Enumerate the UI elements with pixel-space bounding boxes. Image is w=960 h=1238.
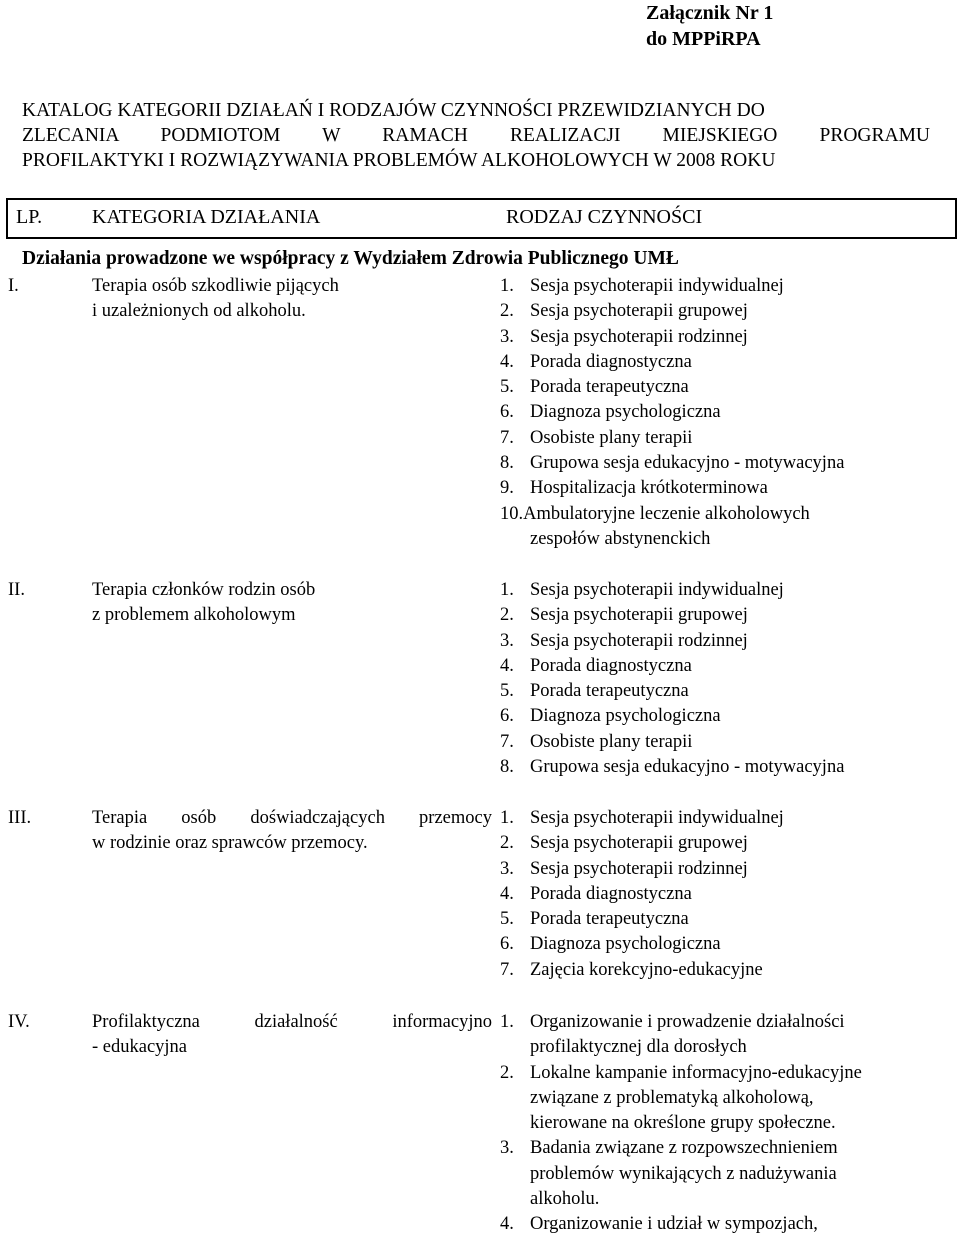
activity-number: 7. — [500, 959, 514, 980]
activity-number: 1. — [500, 276, 514, 296]
activity-text: Grupowa sesja edukacyjno - motywacyjna — [530, 453, 845, 474]
activity-number: 2. — [500, 833, 514, 854]
activity-number: 1. — [500, 580, 514, 600]
category-text-line: - edukacyjna — [92, 1037, 188, 1058]
category-cell — [92, 1010, 492, 1061]
activity-number: 1. — [500, 808, 514, 828]
activities-list — [500, 1010, 950, 1238]
activity-text: Sesja psychoterapii rodzinnej — [530, 858, 748, 879]
activity-item — [500, 907, 950, 932]
activity-text: Sesja psychoterapii indywidualnej — [530, 276, 784, 296]
activity-text: Sesja psychoterapii indywidualnej — [530, 580, 784, 600]
activity-number: 3. — [500, 326, 514, 347]
activity-text: Lokalne kampanie informacyjno-edukacyjne — [530, 1062, 862, 1083]
activity-item — [500, 603, 950, 628]
activity-text: Organizowanie i udział w sympozjach, — [530, 1214, 818, 1235]
activity-item: kierowane na określone grupy społeczne. — [530, 1113, 836, 1134]
activity-number: 4. — [500, 1214, 514, 1235]
activity-text: Osobiste plany terapii — [530, 731, 693, 752]
activity-text: Sesja psychoterapii rodzinnej — [530, 326, 748, 347]
activity-text: Badania związane z rozpowszechnieniem — [530, 1138, 838, 1159]
document-title — [22, 98, 930, 173]
activity-item — [500, 704, 950, 729]
activity-item — [500, 350, 950, 375]
annex-label — [646, 0, 773, 52]
activity-text: Diagnoza psychologiczna — [530, 706, 721, 727]
activity-item — [500, 1010, 950, 1035]
activity-item — [500, 882, 950, 907]
activity-number: 3. — [500, 858, 514, 879]
activity-item — [500, 958, 950, 983]
activity-item — [500, 451, 950, 476]
activity-text: Porada terapeutyczna — [530, 681, 689, 702]
activity-item — [500, 1136, 950, 1161]
header-category: KATEGORIA DZIAŁANIA — [92, 206, 321, 228]
section-heading: Działania prowadzone we współpracy z Wydziałem Zdrowia Publicznego UMŁ — [22, 248, 679, 269]
activity-item — [500, 426, 950, 451]
activity-text: Diagnoza psychologiczna — [530, 934, 721, 955]
activity-item — [500, 299, 950, 324]
category-text-line: z problemem alkoholowym — [92, 605, 296, 626]
row-number: III. — [8, 808, 32, 828]
activity-text: Porada diagnostyczna — [530, 883, 692, 904]
activity-item: zespołów abstynenckich — [530, 528, 711, 549]
activity-item — [500, 578, 950, 603]
activity-number: 6. — [500, 402, 514, 423]
activity-item — [500, 857, 950, 882]
activity-text: Porada terapeutyczna — [530, 377, 689, 398]
activity-item — [500, 806, 950, 831]
activity-item — [500, 502, 950, 527]
activity-item — [500, 1061, 950, 1086]
annex-line-1: Załącznik Nr 1 — [646, 2, 774, 24]
activities-list — [500, 806, 950, 983]
category-text-line: w rodzinie oraz sprawców przemocy. — [92, 833, 368, 854]
activity-item — [500, 730, 950, 755]
activity-number: 8. — [500, 757, 514, 778]
activity-item — [500, 325, 950, 350]
activity-number: 5. — [500, 377, 514, 398]
activity-number: 7. — [500, 731, 514, 752]
activity-text: Zajęcia korekcyjno-edukacyjne — [530, 959, 763, 980]
activity-text: Sesja psychoterapii grupowej — [530, 605, 748, 626]
activity-text: Porada terapeutyczna — [530, 909, 689, 930]
title-line-3: PROFILAKTYKI I ROZWIĄZYWANIA PROBLEMÓW ALKOHOLOWYCH W 2008 ROKU — [22, 150, 776, 171]
activity-text: Hospitalizacja krótkoterminowa — [530, 478, 768, 499]
category-cell — [92, 578, 492, 629]
activity-text: Sesja psychoterapii grupowej — [530, 833, 748, 854]
activity-item: alkoholu. — [530, 1189, 600, 1210]
activity-number: 5. — [500, 681, 514, 702]
category-text-line: Terapia osób doświadczających przemocy — [92, 808, 492, 828]
category-text-line: Profilaktyczna działalność informacyjno — [92, 1012, 492, 1032]
activity-item — [500, 629, 950, 654]
activity-item — [500, 375, 950, 400]
activity-text: Porada diagnostyczna — [530, 655, 692, 676]
activity-text: Diagnoza psychologiczna — [530, 402, 721, 423]
title-line-1: KATALOG KATEGORII DZIAŁAŃ I RODZAJÓW CZYNNOŚCI PRZEWIDZIANYCH DO — [22, 100, 765, 121]
activity-number: 3. — [500, 1138, 514, 1159]
activity-item: profilaktycznej dla dorosłych — [530, 1037, 747, 1058]
activity-item: związane z problematyką alkoholową, — [530, 1087, 814, 1108]
activities-list — [500, 578, 950, 780]
activity-item — [500, 1212, 950, 1237]
activities-list — [500, 274, 950, 552]
activity-number: 2. — [500, 301, 514, 322]
activity-number: 9. — [500, 478, 514, 499]
activity-text: Ambulatoryjne leczenie alkoholowych — [523, 503, 810, 524]
activity-text: Sesja psychoterapii grupowej — [530, 301, 748, 322]
activity-item — [500, 755, 950, 780]
annex-line-2: do MPPiRPA — [646, 28, 761, 50]
activity-number: 4. — [500, 351, 514, 372]
activity-number: 2. — [500, 1062, 514, 1083]
activity-item — [500, 476, 950, 501]
header-activity: RODZAJ CZYNNOŚCI — [506, 206, 703, 228]
title-line-2: ZLECANIA PODMIOTOM W RAMACH REALIZACJI MIEJSKIEGO PROGRAMU — [22, 125, 930, 146]
activity-text: Grupowa sesja edukacyjno - motywacyjna — [530, 757, 845, 778]
activity-text: Sesja psychoterapii rodzinnej — [530, 630, 748, 651]
activity-number: 10. — [500, 503, 524, 524]
category-cell — [92, 274, 492, 325]
activity-item — [500, 400, 950, 425]
activity-text: Organizowanie i prowadzenie działalności — [530, 1012, 845, 1032]
category-text-line: Terapia członków rodzin osób — [92, 580, 316, 600]
row-number: II. — [8, 580, 25, 600]
row-number: I. — [8, 276, 19, 296]
activity-number: 7. — [500, 427, 514, 448]
activity-number: 2. — [500, 605, 514, 626]
activity-number: 6. — [500, 706, 514, 727]
category-text-line: i uzależnionych od alkoholu. — [92, 301, 306, 322]
category-text-line: Terapia osób szkodliwie pijących — [92, 276, 339, 296]
activity-item — [500, 654, 950, 679]
activity-number: 5. — [500, 909, 514, 930]
row-number: IV. — [8, 1012, 30, 1032]
activity-number: 1. — [500, 1012, 514, 1032]
activity-number: 4. — [500, 883, 514, 904]
activity-number: 8. — [500, 453, 514, 474]
activity-item — [500, 679, 950, 704]
category-cell — [92, 806, 492, 857]
activity-text: Porada diagnostyczna — [530, 351, 692, 372]
header-lp: LP. — [16, 206, 43, 228]
activity-number: 6. — [500, 934, 514, 955]
activity-text: Sesja psychoterapii indywidualnej — [530, 808, 784, 828]
activity-text: Osobiste plany terapii — [530, 427, 693, 448]
activity-number: 3. — [500, 630, 514, 651]
table-header — [6, 198, 957, 239]
activity-item — [500, 274, 950, 299]
activity-item — [500, 932, 950, 957]
activity-item: problemów wynikających z nadużywania — [530, 1163, 837, 1184]
activity-item — [500, 831, 950, 856]
activity-number: 4. — [500, 655, 514, 676]
